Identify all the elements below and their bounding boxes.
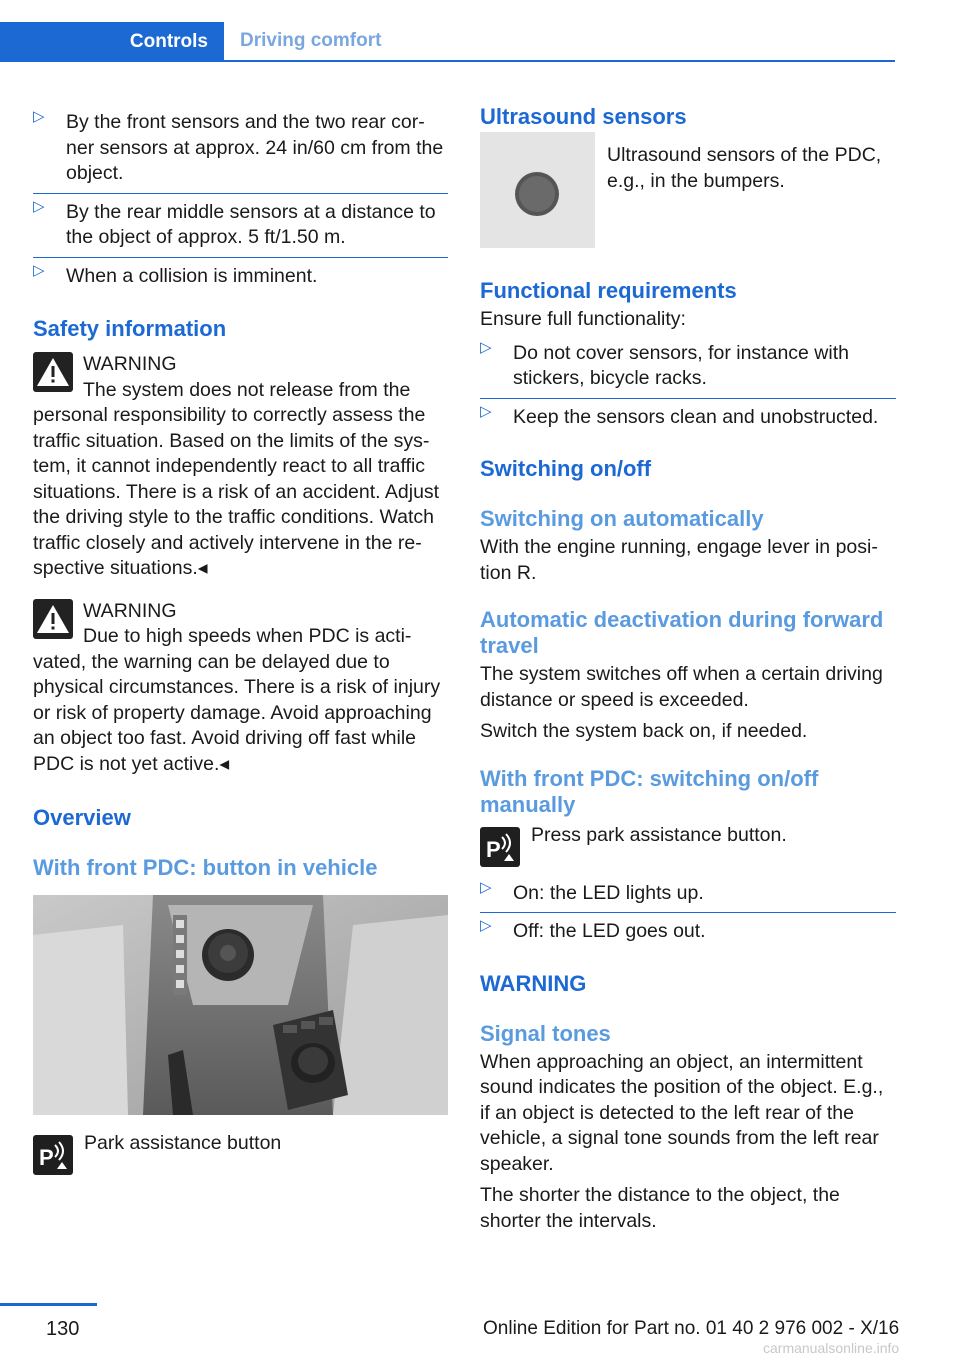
online-edition-text: Online Edition for Part no. 01 40 2 976 002 - X/16 (483, 1318, 900, 1339)
list-item: ▷ Off: the LED goes out. (480, 912, 896, 951)
auto-off-heading: Automatic deactivation during forward travel (480, 607, 884, 658)
tab-controls-label: Controls (129, 31, 208, 52)
header-bar (0, 22, 895, 62)
functional-intro: Ensure full functionality: (480, 308, 686, 330)
auto-off-text-2: Switch the system back on, if needed. (480, 720, 808, 742)
tab-driving-comfort-label: Driving comfort (240, 30, 382, 51)
warning-text-first-line: The system does not release from the (83, 378, 411, 401)
list-item: ▷ When a collision is imminent. (33, 257, 448, 296)
list-item: ▷ On: the LED lights up. (480, 875, 896, 913)
warning-heading: WARNING (480, 970, 587, 996)
front-pdc-heading: With front PDC: button in vehicle (33, 855, 378, 880)
auto-on-heading: Switching on automatically (480, 506, 764, 531)
center-console-photo (33, 895, 448, 1115)
page-number: 130 (46, 1318, 80, 1340)
ultrasound-text: Ultrasound sensors of the PDC, e.g., in the bumpers. (607, 144, 882, 192)
manual-heading: With front PDC: switching on/off manually (480, 765, 819, 817)
svg-text:P: P (39, 1145, 54, 1170)
warning-text: vated, the warning can be delayed due to physical circumstances. There is a risk of injury or risk of property damage. Avoid approaching an object too fast. Avoid driving off fast while PDC is not yet active.◂ (33, 650, 441, 775)
park-assistance-icon (33, 1135, 73, 1175)
warning-triangle-icon (33, 599, 73, 639)
center-console-illustration (33, 895, 448, 1115)
bullet-triangle-icon: ▷ (33, 197, 45, 215)
signal-text-2: The shorter the distance to the object, the shorter the intervals. (480, 1184, 840, 1232)
manual-text: Press park assistance button. (531, 823, 787, 846)
warning-block-2 (33, 599, 448, 778)
auto-on-text: With the engine running, engage lever in posi-tion R. (480, 536, 878, 584)
overview-heading: Overview (33, 805, 131, 830)
bullet-triangle-icon: ▷ (33, 261, 45, 279)
header-rule (0, 60, 895, 62)
ultrasound-row (480, 132, 896, 248)
warning-text: personal responsibility to correctly assess the traffic situation. Based on the limits of the sys-tem, it cannot independently react to all traffic situations. There is a risk of an accident. Adjust the driving style to the traffic conditions. Watch traffic closely and actively intervene in the re-spective situations.◂ (33, 404, 440, 579)
warning-title: WARNING (83, 599, 177, 622)
bullet-triangle-icon: ▷ (480, 917, 492, 934)
functional-heading: Functional requirements (480, 278, 737, 303)
footer-rule (0, 1303, 97, 1306)
bullet-triangle-icon: ▷ (480, 338, 492, 356)
functional-bullets (480, 335, 896, 437)
watermark: carmanualsonline.info (763, 1340, 900, 1356)
ultrasound-heading: Ultrasound sensors (480, 104, 687, 129)
list-item: ▷ By the rear middle sensors at a distance to the object of approx. 5 ft/1.50 m. (33, 193, 448, 257)
park-assistance-icon (480, 827, 520, 867)
warning-title: WARNING (83, 353, 177, 375)
warning-block-1 (33, 352, 448, 582)
svg-text:P: P (486, 836, 501, 862)
warning-triangle-icon (33, 352, 73, 392)
auto-off-text: The system switches off when a certain driving distance or speed is exceeded. (480, 663, 883, 711)
signal-heading: Signal tones (480, 1020, 611, 1046)
bullet-triangle-icon: ▷ (480, 402, 492, 420)
park-button-caption: Park assistance button (84, 1132, 282, 1154)
safety-heading: Safety information (33, 316, 227, 341)
left-column (33, 100, 448, 1175)
signal-text: When approaching an object, an intermittent sound indicates the position of the object. E.g., if an object is detected to the left rear of the vehicle, a signal tone sounds from the left rear speaker. (480, 1050, 884, 1175)
sensor-bullets (33, 104, 448, 295)
list-item: ▷ By the front sensors and the two rear cor-ner sensors at approx. 24 in/60 cm from the object. (33, 104, 448, 193)
tab-driving-comfort[interactable] (224, 22, 381, 60)
ultrasound-sensor-image (480, 132, 595, 248)
list-item: ▷ Keep the sensors clean and unobstructed. (480, 398, 896, 437)
bullet-triangle-icon: ▷ (33, 108, 45, 125)
manual-row (480, 823, 896, 867)
list-item: ▷ Do not cover sensors, for instance with stickers, bicycle racks. (480, 335, 896, 398)
right-column (480, 104, 896, 1234)
tab-controls[interactable] (0, 22, 224, 62)
manual-bullets (480, 875, 896, 951)
park-button-caption-row (33, 1132, 448, 1175)
bullet-triangle-icon: ▷ (480, 878, 492, 896)
warning-text-first-line: Due to high speeds when PDC is acti- (83, 625, 412, 647)
switching-heading: Switching on/off (480, 456, 652, 481)
